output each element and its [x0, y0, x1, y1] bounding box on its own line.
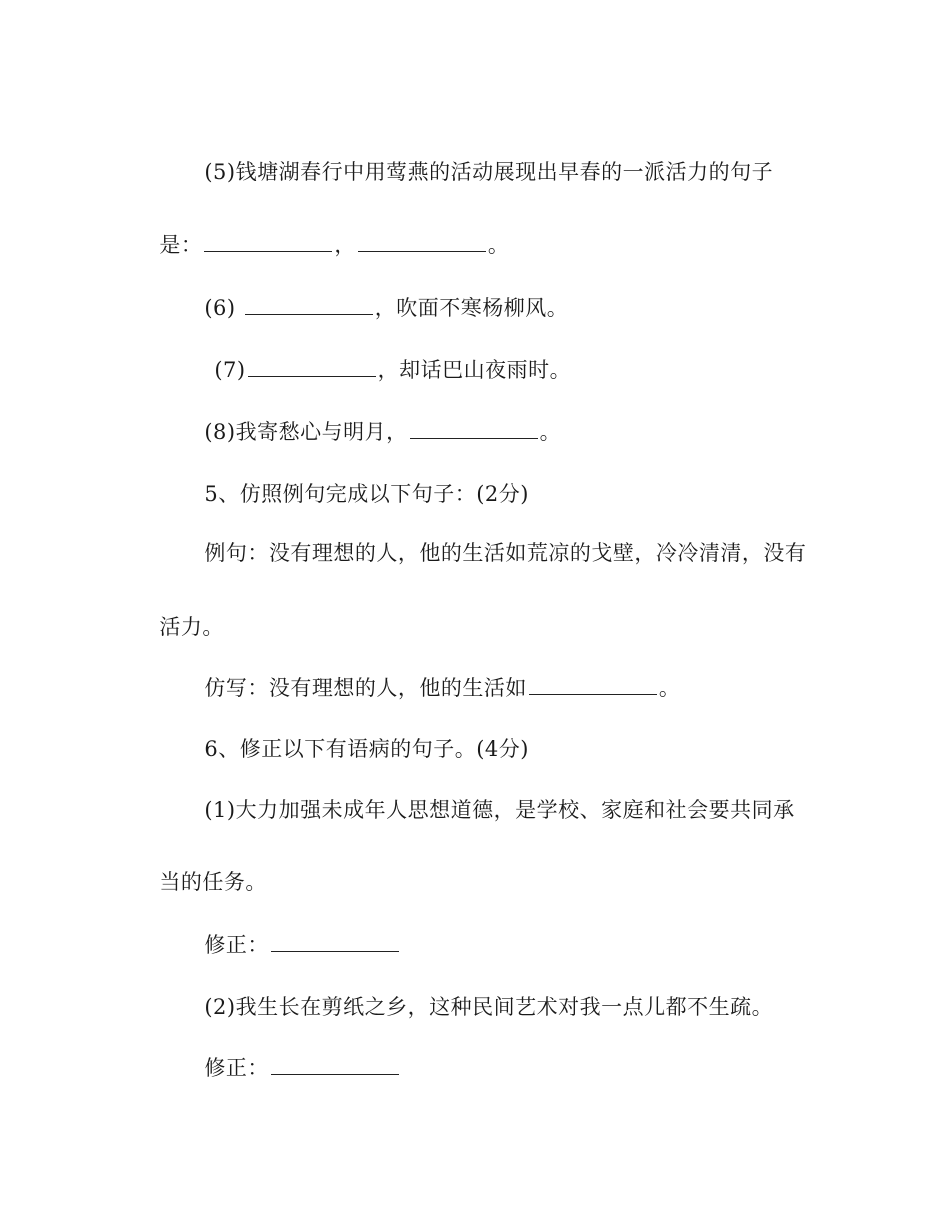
q5-example-line2 — [145, 585, 224, 641]
q4-7-prefix: (7) — [214, 358, 246, 382]
q5-imitate-line — [190, 646, 680, 702]
q6-item1-text2: 当的任务。 — [159, 870, 267, 894]
answer-blank[interactable] — [271, 931, 399, 952]
q5-imitate-suffix: 。 — [658, 676, 681, 700]
q4-5-line1 — [190, 130, 773, 186]
q5-heading-text: 5、仿照例句完成以下句子：(2分) — [204, 482, 529, 506]
q6-fix1-label: 修正： — [204, 933, 269, 957]
q4-5-sep: ， — [334, 233, 356, 257]
q4-7-suffix: ，却话巴山夜雨时。 — [377, 358, 572, 382]
q4-6-line — [190, 266, 568, 322]
q4-6-prefix: (6) — [204, 296, 243, 320]
answer-blank[interactable] — [358, 231, 486, 252]
q5-heading — [190, 452, 529, 508]
q4-8-line — [190, 390, 561, 446]
q5-imitate-prefix: 仿写：没有理想的人，他的生活如 — [204, 676, 527, 700]
q6-item2-text: (2)我生长在剪纸之乡，这种民间艺术对我一点儿都不生疏。 — [204, 995, 774, 1019]
q4-8-prefix: (8)我寄愁心与明月， — [204, 420, 408, 444]
answer-blank[interactable] — [529, 674, 657, 695]
answer-blank[interactable] — [410, 418, 538, 439]
q5-example-line1 — [190, 511, 806, 567]
q4-5-text: (5)钱塘湖春行中用莺燕的活动展现出早春的一派活力的句子 — [204, 160, 774, 184]
q6-heading — [190, 707, 529, 763]
q6-fix1-line — [190, 903, 401, 959]
q4-5-end: 。 — [487, 233, 510, 257]
q5-example-text2: 活力。 — [159, 615, 224, 639]
q4-7-line — [200, 328, 571, 384]
q6-item2-line — [190, 965, 773, 1021]
answer-blank[interactable] — [248, 356, 376, 377]
q6-item1-line2 — [145, 840, 267, 896]
q6-fix2-label: 修正： — [204, 1056, 269, 1080]
answer-blank[interactable] — [245, 294, 373, 315]
q4-6-suffix: ，吹面不寒杨柳风。 — [374, 296, 569, 320]
answer-blank[interactable] — [271, 1054, 399, 1075]
q4-5-cont-prefix: 是： — [159, 233, 203, 257]
answer-blank[interactable] — [204, 231, 332, 252]
q6-item1-text1: (1)大力加强未成年人思想道德，是学校、家庭和社会要共同承 — [204, 798, 795, 822]
q4-8-suffix: 。 — [539, 420, 562, 444]
q5-example-text1: 例句：没有理想的人，他的生活如荒凉的戈壁，冷冷清清，没有 — [204, 541, 807, 565]
q6-fix2-line — [190, 1026, 401, 1082]
q4-5-line2 — [145, 203, 509, 259]
q6-heading-text: 6、修正以下有语病的句子。(4分) — [204, 737, 529, 761]
q6-item1-line1 — [190, 768, 795, 824]
